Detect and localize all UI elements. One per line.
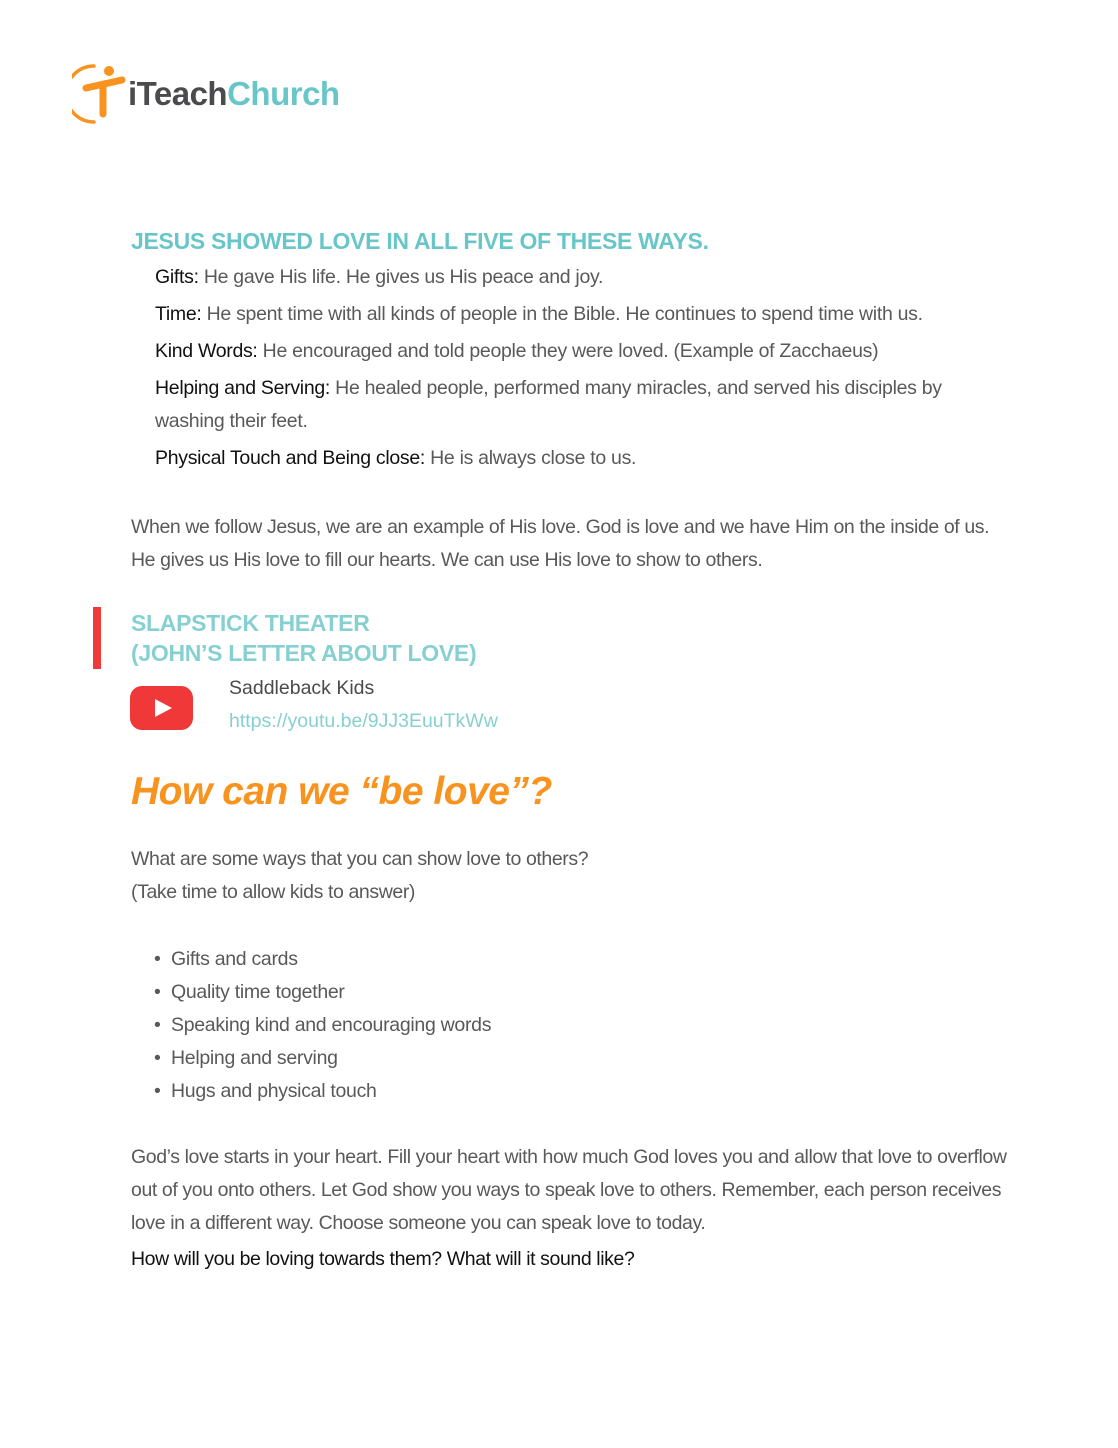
- video-source: Saddleback Kids: [229, 677, 375, 699]
- video-info: [229, 672, 498, 738]
- list-item: [154, 1042, 491, 1075]
- bullet: •: [154, 1080, 161, 1102]
- way-label: Gifts:: [155, 266, 199, 288]
- logo-figure-icon: [72, 60, 128, 126]
- final-question: How will you be loving towards them? What will it sound like?: [131, 1248, 635, 1270]
- slapstick-section: [131, 608, 476, 668]
- way-item-kind-words: [155, 335, 1011, 368]
- way-item-gifts: [155, 261, 1011, 294]
- follow-jesus-paragraph: When we follow Jesus, we are an example of His love. God is love and we have Him on the inside of us. He gives us His love to fill our hearts. We can use His love to show to others.: [131, 516, 990, 571]
- section-accent-bar: [93, 607, 101, 669]
- way-item-physical-touch: [155, 442, 1011, 475]
- list-item-text: Gifts and cards: [171, 948, 298, 970]
- logo-text-iteach: iTeach: [128, 75, 228, 112]
- closing-paragraph: God’s love starts in your heart. Fill your heart with how much God loves you and allow that love to overflow out of you onto others. Let God show you ways to speak love to others. Remember, each person receives love in a different way. Choose someone you can speak love to today.: [131, 1146, 1007, 1234]
- bullet: •: [154, 1047, 161, 1069]
- logo-text-church: Church: [227, 75, 340, 112]
- way-text: He gave His life. He gives us His peace and joy.: [198, 266, 604, 288]
- ways-list: [155, 261, 1011, 475]
- way-label: Helping and Serving:: [155, 377, 331, 399]
- list-item-text: Helping and serving: [171, 1047, 338, 1069]
- video-link[interactable]: https://youtu.be/9JJ3EuuTkWw: [229, 710, 498, 732]
- be-love-heading: How can we “be love”?: [131, 770, 552, 813]
- ways-question-line2: (Take time to allow kids to answer): [131, 881, 416, 903]
- logo-text: [128, 75, 340, 113]
- bullet: •: [154, 948, 161, 970]
- list-item: [154, 1075, 491, 1108]
- way-label: Physical Touch and Being close:: [155, 447, 426, 469]
- list-item-text: Speaking kind and encouraging words: [171, 1014, 492, 1036]
- bullet: •: [154, 1014, 161, 1036]
- list-item-text: Hugs and physical touch: [171, 1080, 377, 1102]
- slapstick-heading-line2: (JOHN’S LETTER ABOUT LOVE): [131, 640, 477, 666]
- way-label: Kind Words:: [155, 340, 258, 362]
- bullet: •: [154, 981, 161, 1003]
- way-text: He healed people, performed many miracles, and served his disciples by washing their feet.: [155, 377, 942, 432]
- logo: [72, 60, 340, 126]
- way-text: He encouraged and told people they were loved. (Example of Zacchaeus): [257, 340, 879, 362]
- ways-question-line1: What are some ways that you can show love to others?: [131, 848, 589, 870]
- love-ways-list: [154, 943, 491, 1108]
- ways-question: [131, 843, 1011, 909]
- way-label: Time:: [155, 303, 202, 325]
- way-text: He is always close to us.: [425, 447, 637, 469]
- way-item-time: [155, 298, 1011, 331]
- youtube-icon[interactable]: [130, 686, 193, 730]
- way-item-helping-serving: [155, 372, 990, 438]
- list-item-text: Quality time together: [171, 981, 345, 1003]
- play-icon: [155, 699, 172, 717]
- way-text: He spent time with all kinds of people in the Bible. He continues to spend time with us.: [201, 303, 923, 325]
- five-ways-section: [131, 228, 1011, 479]
- list-item: [154, 976, 491, 1009]
- list-item: [154, 943, 491, 976]
- five-ways-heading: JESUS SHOWED LOVE IN ALL FIVE OF THESE WAYS.: [131, 228, 709, 254]
- list-item: [154, 1009, 491, 1042]
- slapstick-heading-line1: SLAPSTICK THEATER: [131, 610, 370, 636]
